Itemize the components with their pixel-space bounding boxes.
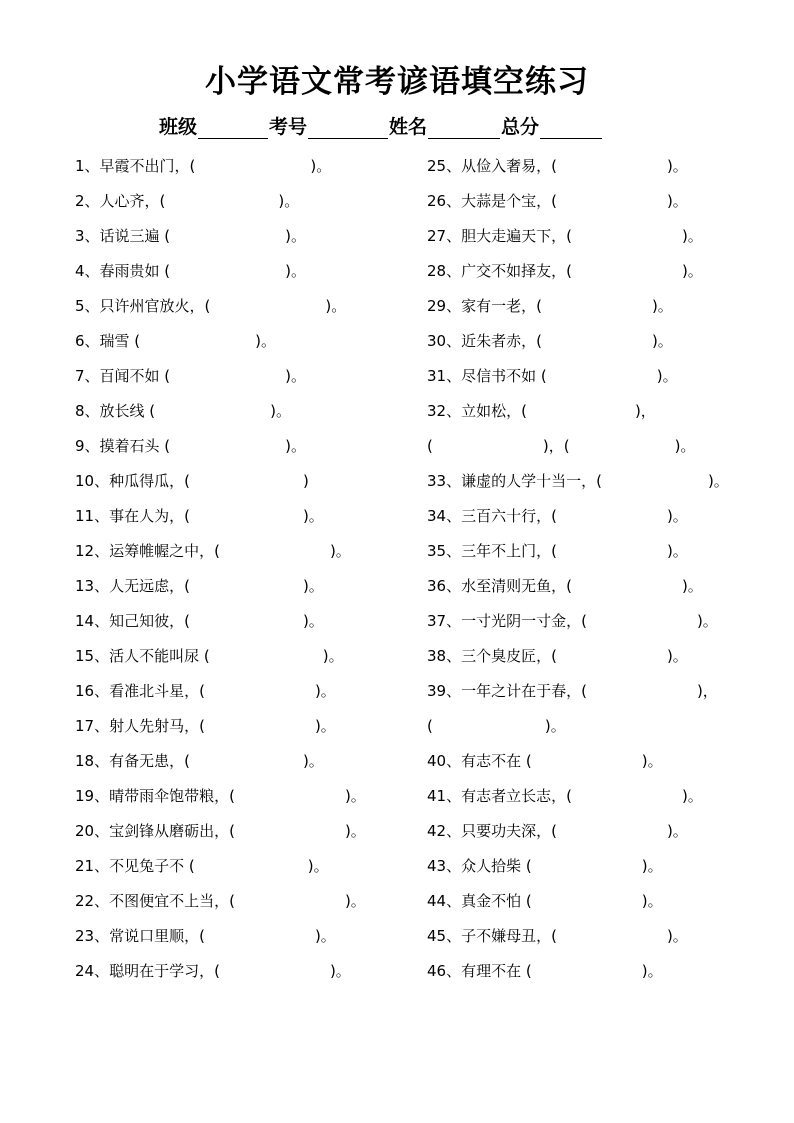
right-question-column	[427, 148, 729, 988]
question-row: 43、众人拾柴 ( )。	[427, 856, 663, 875]
question-row: 14、知己知彼，( )。	[75, 611, 324, 630]
question-row: 23、常说口里顺，( )。	[75, 926, 336, 945]
class-label: 班级	[159, 116, 198, 138]
score-field[interactable]	[540, 118, 602, 139]
question-row: 37、一寸光阴一寸金，( )。	[427, 611, 718, 630]
question-row: 25、从俭入奢易，( )。	[427, 156, 688, 175]
question-row: 30、近朱者赤，( )。	[427, 331, 673, 350]
exam-number-label: 考号	[269, 116, 308, 138]
question-row: 9、摸着石头 ( )。	[75, 436, 307, 455]
question-row: 26、大蒜是个宝，( )。	[427, 191, 688, 210]
question-row: 12、运筹帷幄之中，( )。	[75, 541, 351, 560]
question-row: 11、事在人为，( )。	[75, 506, 324, 525]
question-row: 1、早霞不出门，( )。	[75, 156, 332, 175]
question-row: 17、射人先射马，( )。	[75, 716, 336, 735]
student-info-line	[159, 113, 603, 139]
question-row: 20、宝剑锋从磨砺出，( )。	[75, 821, 366, 840]
question-row: 44、真金不怕 ( )。	[427, 891, 663, 910]
question-row: 6、瑞雪 ( )。	[75, 331, 277, 350]
question-row: 27、胆大走遍天下，( )。	[427, 226, 703, 245]
question-row: 28、广交不如择友，( )。	[427, 261, 703, 280]
question-row: 35、三年不上门，( )。	[427, 541, 688, 560]
exam-number-field[interactable]	[308, 118, 388, 139]
name-field[interactable]	[428, 118, 500, 139]
left-question-column	[75, 148, 366, 988]
question-row: ( )，( )。	[427, 436, 696, 455]
question-row: 2、人心齐，( )。	[75, 191, 300, 210]
question-row: 16、看准北斗星，( )。	[75, 681, 336, 700]
question-row: 34、三百六十行，( )。	[427, 506, 688, 525]
question-row: 5、只许州官放火，( )。	[75, 296, 347, 315]
question-row: 32、立如松，( )，	[427, 401, 656, 420]
question-row: 38、三个臭皮匠，( )。	[427, 646, 688, 665]
question-row: 31、尽信书不如 ( )。	[427, 366, 678, 385]
question-row: 15、活人不能叫尿 ( )。	[75, 646, 344, 665]
score-label: 总分	[501, 116, 540, 138]
question-row: 18、有备无患，( )。	[75, 751, 324, 770]
question-row: 33、谦虚的人学十当一，( )。	[427, 471, 729, 490]
question-row: 4、春雨贵如 ( )。	[75, 261, 307, 280]
question-row: 13、人无远虑，( )。	[75, 576, 324, 595]
question-row: 42、只要功夫深，( )。	[427, 821, 688, 840]
question-row: ( )。	[427, 716, 566, 735]
question-row: 36、水至清则无鱼，( )。	[427, 576, 703, 595]
question-row: 29、家有一老，( )。	[427, 296, 673, 315]
question-row: 22、不图便宜不上当，( )。	[75, 891, 366, 910]
question-row: 40、有志不在 ( )。	[427, 751, 663, 770]
question-row: 21、不见兔子不 ( )。	[75, 856, 329, 875]
question-row: 3、话说三遍 ( )。	[75, 226, 307, 245]
question-row: 24、聪明在于学习，( )。	[75, 961, 351, 980]
question-row: 7、百闻不如 ( )。	[75, 366, 307, 385]
name-label: 姓名	[389, 116, 428, 138]
question-row: 19、晴带雨伞饱带粮，( )。	[75, 786, 366, 805]
question-row: 46、有理不在 ( )。	[427, 961, 663, 980]
question-row: 41、有志者立长志，( )。	[427, 786, 703, 805]
question-row: 45、子不嫌母丑，( )。	[427, 926, 688, 945]
question-row: 8、放长线 ( )。	[75, 401, 292, 420]
class-field[interactable]	[198, 118, 268, 139]
question-row: 10、种瓜得瓜，( )	[75, 471, 309, 490]
question-row: 39、一年之计在于春，( )，	[427, 681, 718, 700]
page-title: 小学语文常考谚语填空练习	[205, 64, 589, 100]
